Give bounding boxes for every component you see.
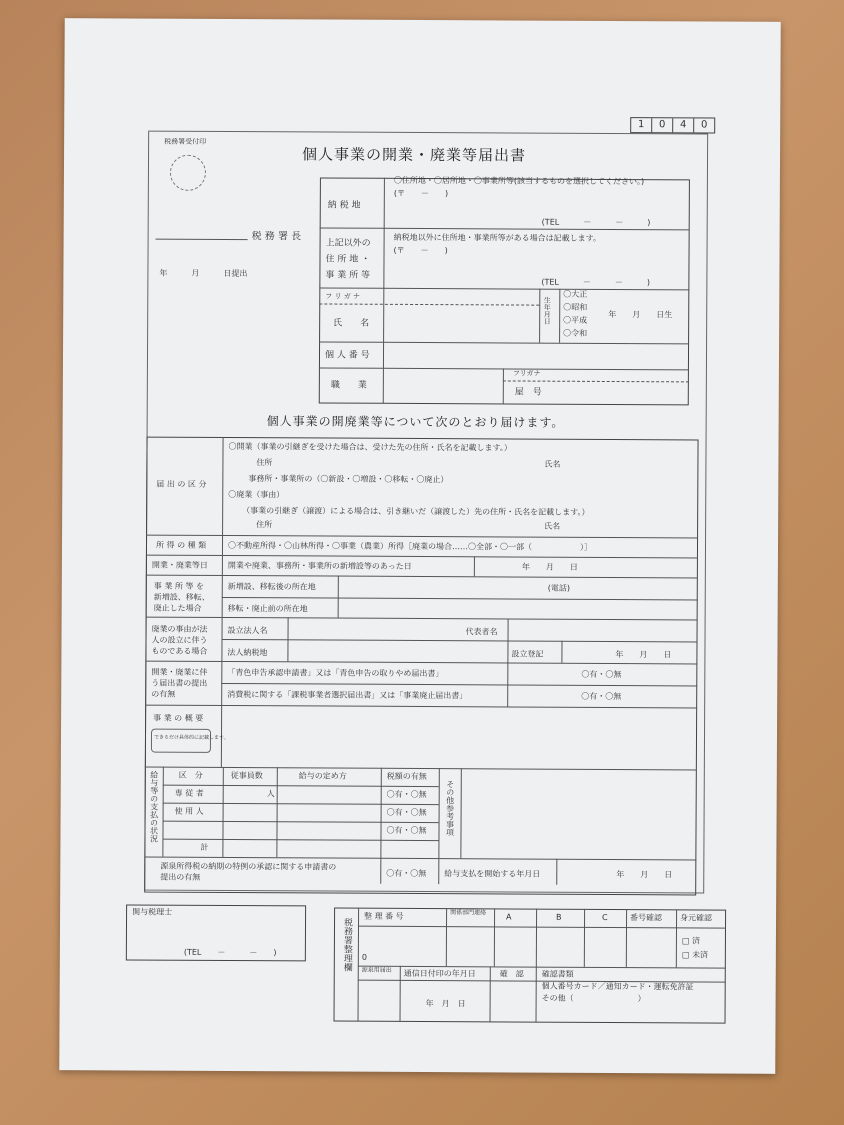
other-address-label-3: 事 業 所 等 [325,270,371,281]
filing-consumption-tax: 消費税に関する「課税事業者選択届出書」又は「事業廃止届出書」 [227,689,468,701]
filing-blue-return: 「青色申告承認申請書」又は「青色申告の取りやめ届出書」 [227,667,444,679]
form-title: 個人事業の開業・廃業等届出書 [302,145,527,165]
payroll-header-count: 従事員数 [230,771,263,781]
special-yes-no[interactable]: 〇有・〇無 [386,868,427,879]
relocation-old: 移転・廃止前の所在地 [227,603,308,614]
era-showa: 〇昭和 [563,302,588,312]
office-use-label: 税務署整理欄 [341,917,353,972]
close-name: 氏名 [544,521,561,531]
payroll-row-family: 専 従 者 [174,788,204,798]
corp-tax-place-label: 法人納税地 [227,647,268,658]
payroll-row-total: 計 [200,842,209,852]
comm-date-label: 通信日付印の年月日 [403,968,476,979]
birth-label: 生年月日 [543,296,552,325]
payroll-header-tax: 税額の有無 [386,771,427,782]
special-label-1: 源泉所得税の納期の特例の承認に関する申請書の [160,861,337,872]
tax-accountant-label: 関与税理士 [132,907,173,917]
name-label: 氏 名 [333,318,370,329]
corp-label-2: 人の設立に伴う [151,635,208,645]
filing-blue-yes-no[interactable]: 〇有・〇無 [581,669,622,680]
corp-rep-label: 代表者名 [465,627,498,637]
close-line: 〇廃業（事由） [228,489,285,500]
relocation-label-1: 事 業 所 等 を [153,581,204,591]
tax-accountant-tel: (TEL － － ) [183,947,277,958]
comm-date-ymd: 年 月 日 [425,999,466,1009]
payroll-yes-no-1[interactable]: 〇有・〇無 [386,789,427,800]
doc-list: 個人番号カード／通知カード・運転免許証 [541,981,694,992]
open-line: 〇開業（事業の引継ぎを受けた場合は、受けた先の住所・氏名を記載します。） [228,441,512,453]
open-close-date-label: 開業・廃業等日 [151,560,208,570]
trade-name-furigana: フリガナ [512,369,541,378]
filing-label-2: う届出書の提出 [151,678,208,688]
business-summary-note-box [151,729,229,753]
form-number: 1 0 4 0 [630,117,715,133]
office-head-label: 税 務 署 長 [251,231,302,243]
relocation-label-2: 新増設、移転、 [153,592,210,602]
era-taisho: 〇大正 [563,289,588,299]
other-address-tel: (TEL － － ) [541,277,651,288]
relocation-new: 新増設、移転後の所在地 [227,581,316,592]
business-summary-label: 事 業 の 概 要 [153,713,204,723]
payroll-start-ymd: 年 月 日 [616,870,673,880]
payroll-row-employee: 使 用 人 [174,806,204,816]
id-check-label: 身元確認 [680,913,713,923]
special-label-2: 提出の有無 [160,872,201,882]
payroll-unit: 人 [266,789,275,799]
payroll-header-category: 区 分 [178,770,203,780]
col-c-label: C [602,912,608,922]
business-summary-note: できるだけ具体的に記載します。 [153,734,229,742]
payroll-label: 給与等の支払の状況 [149,770,159,843]
office-stamp-label: 税務署受付印 [164,137,207,146]
tax-address-tel: (TEL － － ) [541,217,651,228]
confirm-label: 確 認 [499,969,524,979]
payroll-yes-no-3[interactable]: 〇有・〇無 [386,825,427,836]
open-address: 住所 [256,458,273,468]
tax-address-postal: (〒 － ) [393,188,449,199]
tax-address-options: 〇住所地・〇居所地・〇事業所等(該当するものを選択してください。) [393,175,645,187]
other-address-postal: (〒 － ) [393,245,448,256]
birth-date: 年 月 日生 [608,309,673,320]
open-close-date-note: 開業や廃業、事務所・事業所の新増設等のあった日 [227,560,412,571]
date-filed: 年 月 日提出 [159,268,248,279]
open-name: 氏名 [544,459,561,469]
filing-label-1: 開業・廃業に伴 [151,667,208,677]
doc-type-label: 確認書類 [541,969,574,979]
payroll-yes-no-2[interactable]: 〇有・〇無 [386,807,427,818]
filing-label-3: の有無 [151,689,176,699]
dept-code-label: 関係部門連絡 [450,909,487,917]
close-note: （事業の引継ぎ（譲渡）による場合は、引き継いだ（譲渡した）先の住所・氏名を記載します。） [242,506,590,517]
reception-stamp-circle [170,155,206,191]
col-b-label: B [556,912,562,922]
era-heisei: 〇平成 [563,315,588,325]
doc-other: その他（ ） [541,993,646,1004]
close-address: 住所 [256,520,273,530]
corp-register-ymd: 年 月 日 [615,650,672,660]
category-label: 届 出 の 区 分 [156,479,207,489]
income-type-value: 〇不動産所得・〇山林所得・〇事業（農業）所得［廃業の場合……〇全部・〇一部（ ）］ [227,540,593,552]
number-check-label: 番号確認 [630,913,663,923]
applicant-table [319,177,690,405]
id-check-done[interactable]: □ 済 [681,936,701,946]
tax-address-label: 納 税 地 [327,200,361,211]
ref-number-zero: 0 [361,952,367,962]
corp-label-1: 廃業の事由が法 [151,624,208,634]
other-address-label-1: 上記以外の [325,238,371,249]
my-number-label: 個 人 番 号 [324,350,370,361]
payroll-header-method: 給与の定め方 [298,771,347,781]
col-a-label: A [506,912,512,922]
tax-form-sheet [59,18,780,1074]
source-label: 源泉用届出 [361,966,392,974]
office-line: 事務所・事業所の（〇新設・〇増設・〇移転・〇廃止） [248,474,449,485]
era-reiwa: 〇令和 [563,328,588,338]
open-close-date-ymd: 年 月 日 [521,562,578,572]
relocation-label-3: 廃止した場合 [153,603,202,613]
furigana-label: フ リ ガ ナ [325,292,361,301]
occupation-label: 職 業 [330,380,367,391]
payroll-start-label: 給与支払を開始する年月日 [444,869,541,879]
income-type-label: 所 得 の 種 類 [155,540,207,550]
trade-name-label: 屋 号 [514,387,542,398]
corp-register-label: 設立登記 [511,649,544,659]
corp-label-3: ものである場合 [151,646,208,656]
other-notes-label: その他参考事項 [445,780,455,837]
declaration: 個人事業の開廃業等について次のとおり届けます。 [266,414,565,430]
other-address-note: 納税地以外に住所地・事業所等がある場合は記載します。 [393,232,601,243]
id-check-not-done[interactable]: □ 未済 [681,950,708,960]
filing-consumption-yes-no[interactable]: 〇有・〇無 [581,691,622,702]
ref-number-label: 整 理 番 号 [364,911,404,921]
other-address-label-2: 住 所 地 ・ [325,254,371,265]
relocation-phone: (電話) [547,583,571,593]
corp-name-label: 設立法人名 [227,625,268,636]
